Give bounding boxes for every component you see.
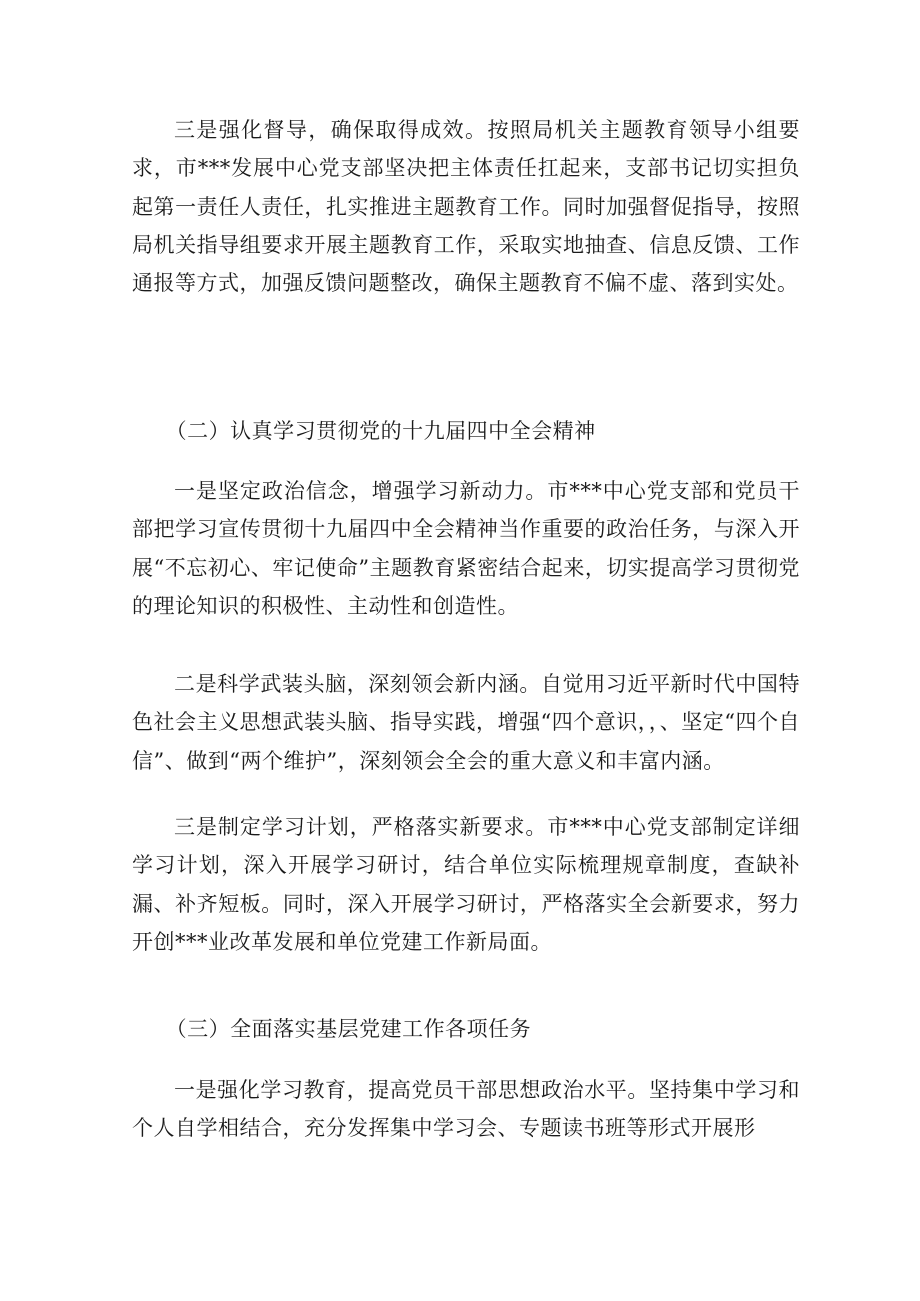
paragraph-political-belief: 一是坚定政治信念，增强学习新动力。市***中心党支部和党员干部把学习宣传贯彻十九届四中全会精神当作重要的政治任务，与深入开展“不忘初心、牢记使命”主题教育紧密结合起来，切实提高学习贯彻党的理论知识的积极性、主动性和创造性。	[132, 479, 800, 618]
paragraph-study-education: 一是强化学习教育，提高党员干部思想政治水平。坚持集中学习和个人自学相结合，充分发挥集中学习会、专题读书班等形式开展形	[132, 1078, 800, 1141]
section-heading-3: （三）全面落实基层党建工作各项任务	[165, 1017, 532, 1041]
paragraph-study-plan: 三是制定学习计划，严格落实新要求。市***中心党支部制定详细学习计划，深入开展学习研讨，结合单位实际梳理规章制度，查缺补漏、补齐短板。同时，深入开展学习研讨，严格落实全会新要求，努力开创***业改革发展和单位党建工作新局面。	[132, 815, 800, 954]
paragraph-supervision: 三是强化督导，确保取得成效。按照局机关主题教育领导小组要求，市***发展中心党支部坚决把主体责任扛起来，支部书记切实担负起第一责任人责任，扎实推进主题教育工作。同时加强督促指导，按照局机关指导组要求开展主题教育工作，采取实地抽查、信息反馈、工作通报等方式，加强反馈问题整改，确保主题教育不偏不虚、落到实处。	[132, 118, 800, 296]
section-heading-2: （二）认真学习贯彻党的十九届四中全会精神	[165, 419, 596, 443]
paragraph-arm-minds: 二是科学武装头脑，深刻领会新内涵。自觉用习近平新时代中国特色社会主义思想武装头脑、指导实践，增强“四个意识，，、坚定“四个自信”、做到“两个维护”，深刻领会全会的重大意义和丰富内涵。	[132, 672, 800, 773]
